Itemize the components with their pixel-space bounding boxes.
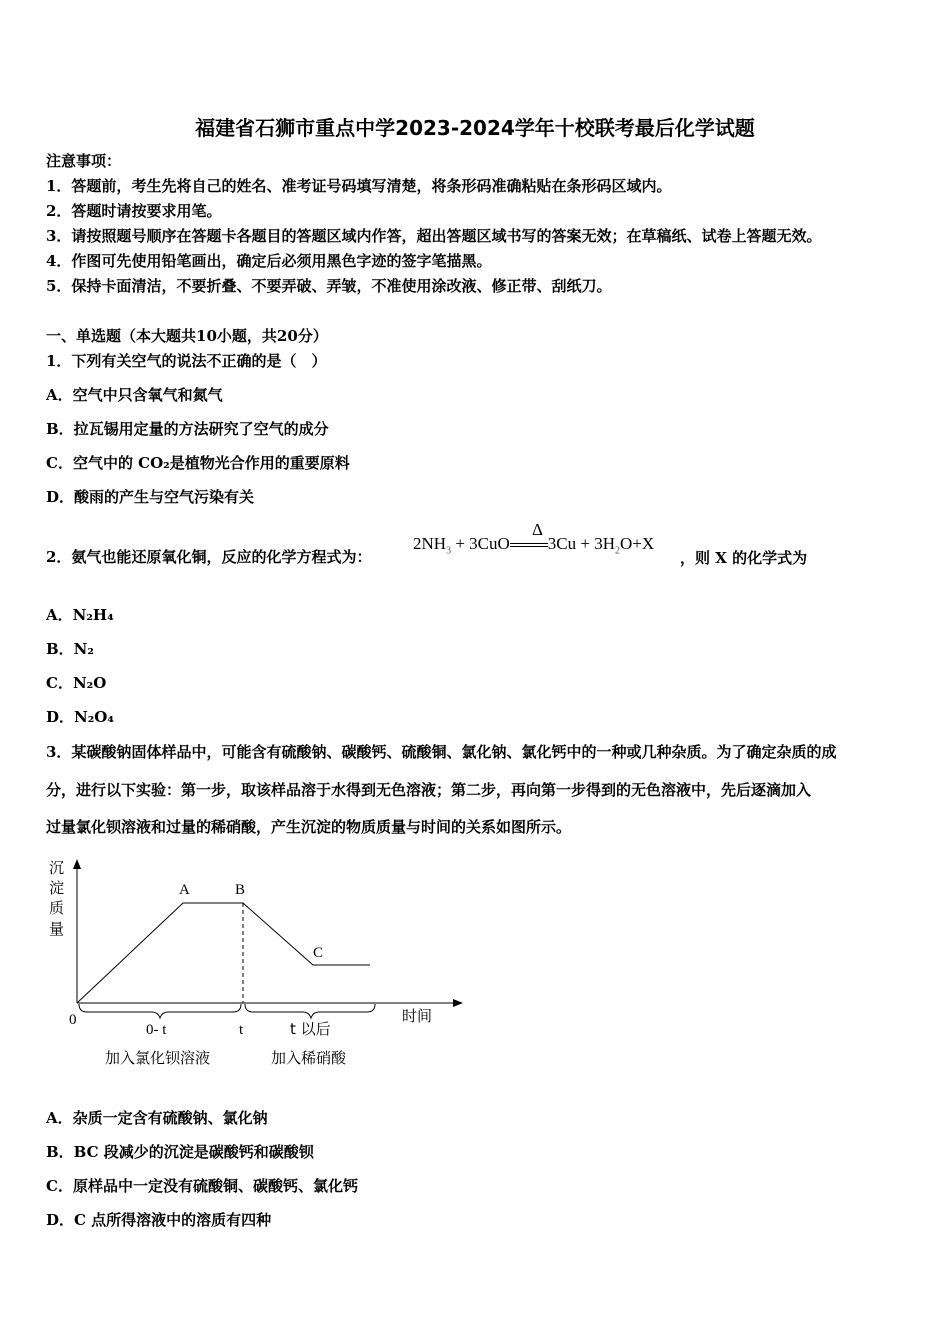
notice-item: 5．保持卡面清洁，不要折叠、不要弄破、弄皱，不准使用涂改液、修正带、刮纸刀。 — [46, 277, 612, 295]
y-label-char: 量 — [49, 920, 65, 938]
heat-symbol: Δ — [532, 520, 543, 539]
origin-label: 0 — [69, 1012, 77, 1028]
brace-0-t — [79, 1004, 241, 1018]
notice-item: 1．答题前，考生先将自己的姓名、准考证号码填写清楚，将条形码准确粘贴在条形码区域内。 — [46, 177, 672, 195]
q1-option-b: B．拉瓦锡用定量的方法研究了空气的成分 — [46, 420, 329, 438]
eq-right: 3Cu + 3H — [547, 534, 615, 553]
page-title: 福建省石狮市重点中学2023-2024学年十校联考最后化学试题 — [195, 116, 755, 140]
point-a-label: A — [179, 882, 190, 898]
eq-sub: 2 — [614, 545, 620, 557]
q2-option-a: A．N₂H₄ — [46, 606, 114, 624]
q2-option-c: C．N₂O — [46, 674, 107, 692]
y-label-char: 淀 — [49, 879, 65, 897]
q3-stem: 过量氯化钡溶液和过量的稀硝酸，产生沉淀的物质质量与时间的关系如图所示。 — [46, 818, 572, 836]
section-heading: 一、单选题（本大题共10小题，共20分） — [46, 327, 328, 345]
x-axis-label: 时间 — [402, 1007, 433, 1025]
eq-mid: + 3CuO — [451, 534, 510, 553]
q1-stem: 1．下列有关空气的说法不正确的是（ ） — [46, 352, 327, 370]
q3-option-b: B．BC 段减少的沉淀是碳酸钙和碳酸钡 — [46, 1143, 314, 1161]
eq-left: 2NH — [413, 534, 447, 553]
stage2-label: 加入稀硝酸 — [271, 1049, 347, 1067]
x-axis-arrow-icon — [453, 999, 463, 1007]
q2-option-b: B．N₂ — [46, 640, 94, 658]
eq-sub: 3 — [446, 545, 452, 557]
eq-right: O+X — [619, 534, 655, 553]
y-label-char: 质 — [49, 899, 65, 917]
notice-item: 3．请按照题号顺序在答题卡各题目的答题区域内作答，超出答题区域书写的答案无效；在草稿纸、试卷上答题无效。 — [46, 227, 822, 245]
q2-option-d: D．N₂O₄ — [46, 708, 114, 726]
range1-label: 0- t — [146, 1022, 167, 1038]
q1-option-a: A．空气中只含氧气和氮气 — [46, 386, 223, 404]
q3-option-a: A．杂质一定含有硫酸钠、氯化钠 — [46, 1109, 268, 1127]
t-label: t — [239, 1022, 244, 1038]
q1-option-c: C．空气中的 CO₂是植物光合作用的重要原料 — [46, 454, 350, 472]
y-label-char: 沉 — [49, 859, 65, 877]
brace-after-t — [245, 1004, 375, 1018]
stage1-label: 加入氯化钡溶液 — [105, 1049, 211, 1067]
q2-stem-tail: ，则 X 的化学式为 — [680, 549, 808, 567]
q3-stem: 3．某碳酸钠固体样品中，可能含有硫酸钠、碳酸钙、硫酸铜、氯化钠、氯化钙中的一种或几种杂质。为了确定杂质的成 — [46, 743, 837, 761]
q3-stem: 分，进行以下实验：第一步，取该样品溶于水得到无色溶液；第二步，再向第一步得到的无色溶液中，先后逐滴加入 — [46, 781, 812, 799]
point-b-label: B — [235, 882, 246, 898]
point-c-label: C — [313, 945, 324, 961]
q3-option-d: D．C 点所得溶液中的溶质有四种 — [46, 1211, 272, 1229]
y-axis-arrow-icon — [73, 859, 81, 869]
range2-label: t 以后 — [290, 1020, 331, 1038]
notice-heading: 注意事项： — [46, 152, 122, 170]
q1-option-d: D．酸雨的产生与空气污染有关 — [46, 488, 255, 506]
q2-stem: 2．氨气也能还原氧化铜，反应的化学方程式为： — [46, 548, 372, 566]
notice-item: 2．答题时请按要求用笔。 — [46, 202, 222, 220]
q3-option-c: C．原样品中一定没有硫酸铜、碳酸钙、氯化钙 — [46, 1177, 358, 1195]
mass-curve — [77, 903, 370, 1003]
notice-item: 4．作图可先使用铅笔画出，确定后必须用黑色字迹的签字笔描黑。 — [46, 252, 492, 270]
